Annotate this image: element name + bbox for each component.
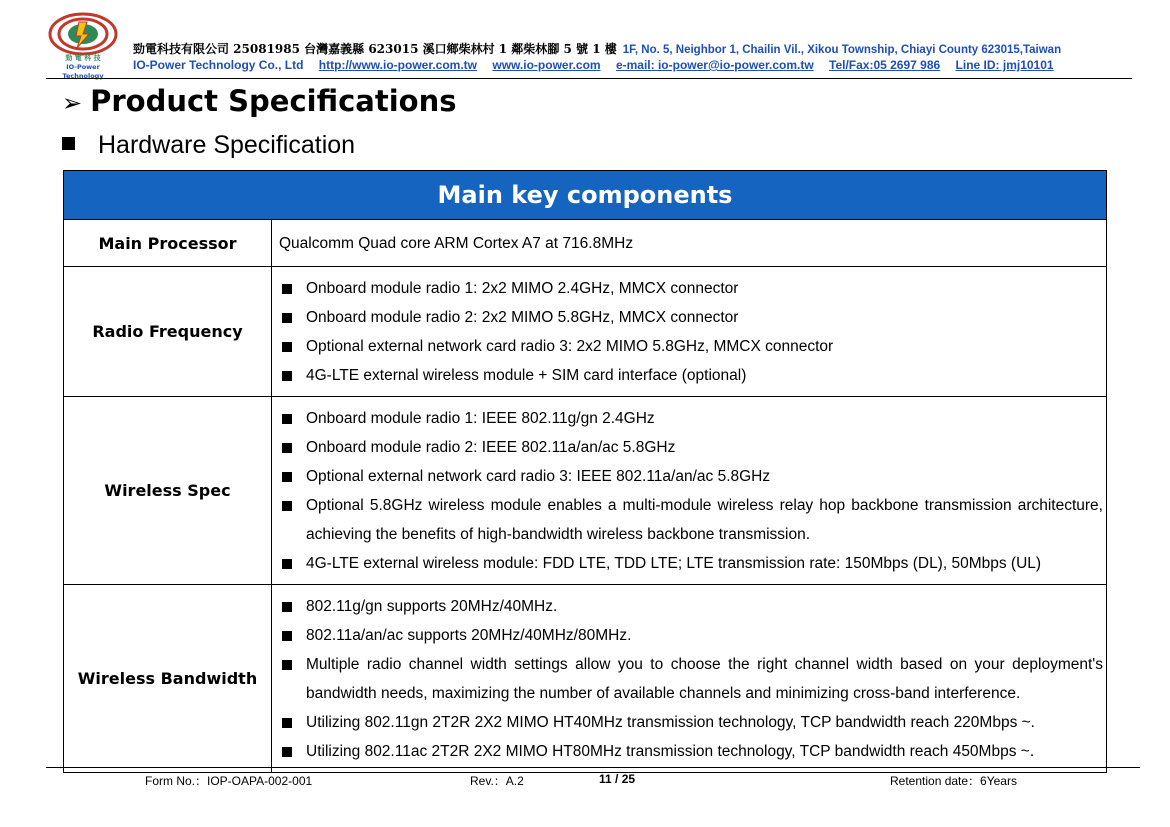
list-item: Optional external network card radio 3: 2x2 MIMO 5.8GHz, MMCX connector [279,332,1103,361]
form-number: Form No.：IOP-OAPA-002-001 [145,774,313,788]
list-item: 4G-LTE external wireless module + SIM card interface (optional) [279,361,1103,390]
list-item: Onboard module radio 2: IEEE 802.11a/an/ac 5.8GHz [279,433,1103,462]
row-label-wireless-bandwidth: Wireless Bandwidth [64,585,272,773]
section-title [62,131,355,160]
list-item: Onboard module radio 1: IEEE 802.11g/gn 2.4GHz [279,404,1103,433]
table-row [64,267,1107,397]
tel-fax: Tel/Fax:05 2697 986 [829,58,941,72]
list-item: Onboard module radio 1: 2x2 MIMO 2.4GHz, MMCX connector [279,274,1103,303]
logo-text-en: IO-Power Technology [62,63,104,80]
header-divider [46,78,1132,79]
row-label-radio-frequency: Radio Frequency [64,267,272,397]
table-row [64,397,1107,585]
list-item: Utilizing 802.11ac 2T2R 2X2 MIMO HT80MHz transmission technology, TCP bandwidth reach 450Mbps ~. [279,737,1103,766]
header-address [133,40,1061,57]
row-value-radio-frequency [272,267,1107,397]
list-item: Optional 5.8GHz wireless module enables a multi-module wireless relay hop backbone transmission architecture, achieving the benefits of high-bandwidth wireless backbone transmission. [279,491,1103,549]
line-id: Line ID: jmj10101 [955,58,1054,72]
website-link-1[interactable]: http://www.io-power.com.tw [318,58,478,72]
page-title-text: Product Specifications [90,84,457,118]
table-row [64,220,1107,267]
square-bullet-icon [62,137,75,150]
table-banner: Main key components [64,171,1107,220]
row-value-wireless-bandwidth [272,585,1107,773]
list-item: Multiple radio channel width settings allow you to choose the right channel width based on your deployment's bandwidth needs, maximizing the number of available channels and minimizing cross-band interference. [279,650,1103,708]
page-number: 11 / 25 [599,772,636,786]
list-item: 4G-LTE external wireless module: FDD LTE, TDD LTE; LTE transmission rate: 150Mbps (DL), 50Mbps (UL) [279,549,1103,578]
header-contacts [133,58,1066,72]
list-item: Optional external network card radio 3: IEEE 802.11a/an/ac 5.8GHz [279,462,1103,491]
company-name-en: IO-Power Technology Co., Ltd [133,58,304,72]
section-title-text: Hardware Specification [98,131,356,159]
list-item: 802.11g/gn supports 20MHz/40MHz. [279,592,1103,621]
retention-date: Retention date：6Years [890,774,1017,788]
row-value-main-processor: Qualcomm Quad core ARM Cortex A7 at 716.8MHz [272,220,1107,267]
arrow-bullet-icon: ➢ [62,89,83,117]
list-item: Onboard module radio 2: 2x2 MIMO 5.8GHz, MMCX connector [279,303,1103,332]
table-banner-row [64,171,1107,220]
table-row [64,585,1107,773]
revision: Rev.：A.2 [470,774,524,788]
page-title [62,84,456,118]
row-value-wireless-spec [272,397,1107,585]
list-item: 802.11a/an/ac supports 20MHz/40MHz/80MHz. [279,621,1103,650]
spec-table [63,170,1107,773]
footer-divider [46,767,1140,768]
address-en: 1F, No. 5, Neighbor 1, Chailin Vil., Xikou Township, Chiayi County 623015,Taiwan [622,44,1062,56]
email-link[interactable]: e-mail: io-power@io-power.com.tw [615,58,814,72]
list-item: Utilizing 802.11gn 2T2R 2X2 MIMO HT40MHz transmission technology, TCP bandwidth reach 220Mbps ~. [279,708,1103,737]
company-name-zh: 勁電科技有限公司 25081985 台灣嘉義縣 623015 溪口鄉柴林村 1 鄰柴林腳 5 號 1 樓 [133,42,617,56]
website-link-2[interactable]: www.io-power.com [492,58,601,72]
row-label-wireless-spec: Wireless Spec [64,397,272,585]
row-label-main-processor: Main Processor [64,220,272,267]
logo-text-zh: 勁 電 科 技 [65,54,101,62]
